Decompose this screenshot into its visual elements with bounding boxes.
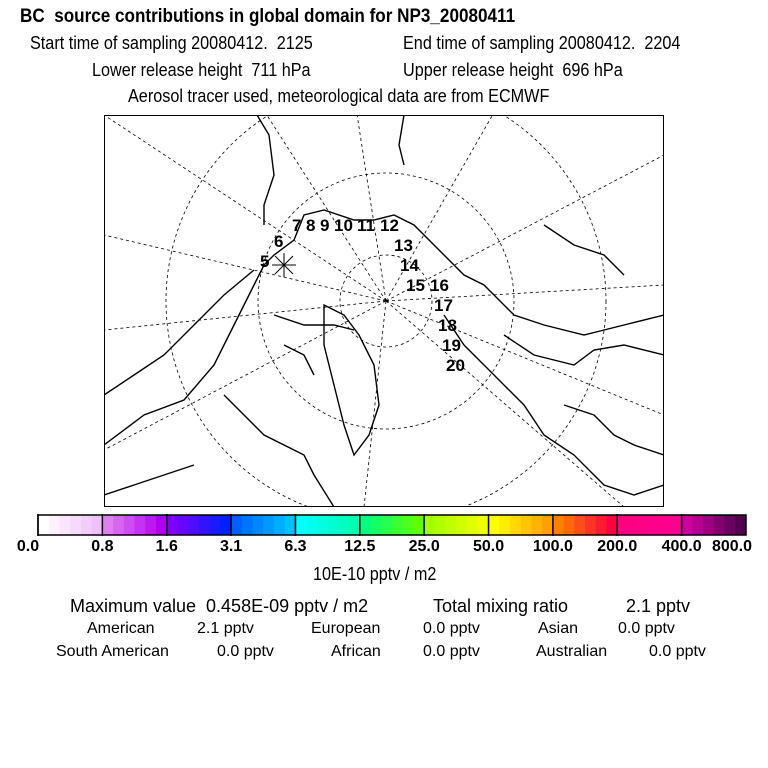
- colorbar-cell: [585, 515, 596, 535]
- region-value: 0.0 pptv: [423, 643, 480, 660]
- colorbar-cell: [102, 515, 113, 535]
- colorbar-tick-label: 800.0: [711, 538, 753, 555]
- trajectory-label: 6: [274, 232, 284, 251]
- region-value: 0.0 pptv: [618, 620, 675, 637]
- colorbar-cell: [424, 515, 435, 535]
- star-icon: [272, 253, 296, 277]
- colorbar-cell: [660, 515, 671, 535]
- colorbar-cell: [446, 515, 457, 535]
- region-label: European: [311, 620, 381, 637]
- trajectory-label: 17: [434, 296, 453, 315]
- colorbar-cell: [521, 515, 532, 535]
- colorbar-cell: [467, 515, 478, 535]
- colorbar-cell: [124, 515, 135, 535]
- upper-release-height: Upper release height 696 hPa: [403, 60, 623, 80]
- region-value: 2.1 pptv: [197, 620, 254, 637]
- trajectory-label: 19: [442, 336, 461, 355]
- colorbar-cell: [381, 515, 392, 535]
- region-value: 0.0 pptv: [217, 643, 274, 660]
- trajectory-label: 12: [380, 216, 399, 235]
- colorbar-cell: [682, 515, 693, 535]
- trajectory-label: 9: [320, 216, 330, 235]
- colorbar-cell: [167, 515, 178, 535]
- colorbar-cell: [639, 515, 650, 535]
- colorbar-cell: [156, 515, 167, 535]
- colorbar-cell: [489, 515, 500, 535]
- trajectory-label: 8: [306, 216, 316, 235]
- trajectory-label: 14: [400, 256, 419, 275]
- map-plot: [104, 115, 664, 507]
- colorbar-cell: [564, 515, 575, 535]
- colorbar-cell: [553, 515, 564, 535]
- colorbar-cell: [671, 515, 682, 535]
- max-value: Maximum value 0.458E-09 pptv / m2: [70, 596, 369, 616]
- colorbar-cell: [253, 515, 264, 535]
- colorbar-cell: [231, 515, 242, 535]
- colorbar-cell: [403, 515, 414, 535]
- colorbar-cell: [274, 515, 285, 535]
- colorbar-cell: [285, 515, 296, 535]
- region-label: American: [87, 620, 155, 637]
- colorbar-cell: [628, 515, 639, 535]
- colorbar-cell: [145, 515, 156, 535]
- trajectory-label: 15: [406, 276, 425, 295]
- colorbar-tick-label: 50.0: [472, 538, 505, 555]
- total-value: 2.1 pptv: [626, 596, 691, 616]
- colorbar-tick-label: 3.1: [219, 538, 243, 555]
- colorbar-tick-label: 400.0: [661, 538, 702, 555]
- colorbar-cell: [478, 515, 489, 535]
- region-label: Asian: [538, 620, 579, 637]
- colorbar-tick-label: 200.0: [597, 538, 638, 555]
- colorbar-cell: [607, 515, 618, 535]
- colorbar-cell: [263, 515, 274, 535]
- colorbar-cell: [199, 515, 210, 535]
- colorbar-cell: [210, 515, 221, 535]
- trajectory-label: 16: [430, 276, 449, 295]
- colorbar-cell: [703, 515, 714, 535]
- colorbar-cell: [371, 515, 382, 535]
- colorbar-cell: [59, 515, 70, 535]
- colorbar-cell: [177, 515, 188, 535]
- colorbar-tick-label: 12.5: [344, 538, 376, 555]
- total-label: Total mixing ratio: [433, 596, 569, 616]
- colorbar-cell: [49, 515, 60, 535]
- colorbar-cell: [435, 515, 446, 535]
- colorbar-tick-label: 6.3: [284, 538, 307, 555]
- start-time: Start time of sampling 20080412. 2125: [30, 33, 313, 53]
- colorbar-unit: 10E-10 pptv / m2: [313, 564, 437, 584]
- colorbar-tick-label: 1.6: [155, 538, 178, 555]
- region-label: Australian: [536, 643, 608, 660]
- colorbar-cell: [735, 515, 746, 535]
- colorbar-cell: [38, 515, 49, 535]
- colorbar-cell: [306, 515, 317, 535]
- colorbar-cell: [113, 515, 124, 535]
- colorbar-cell: [349, 515, 360, 535]
- colorbar-cell: [70, 515, 81, 535]
- trajectory-label: 7: [292, 216, 302, 235]
- lower-release-height: Lower release height 711 hPa: [92, 60, 311, 80]
- colorbar-cell: [542, 515, 553, 535]
- trajectory-label: 18: [438, 316, 457, 335]
- colorbar-tick-label: 0.0: [16, 538, 40, 555]
- trajectory-label: 13: [394, 236, 413, 255]
- colorbar: [37, 514, 747, 536]
- colorbar-cell: [328, 515, 339, 535]
- colorbar-cell: [92, 515, 103, 535]
- colorbar-tick-label: 0.8: [91, 538, 114, 555]
- colorbar-cell: [531, 515, 542, 535]
- colorbar-cell: [413, 515, 424, 535]
- region-value: 0.0 pptv: [423, 620, 480, 637]
- colorbar-cell: [499, 515, 510, 535]
- map-frame: [105, 116, 664, 507]
- colorbar-tick-label: 25.0: [408, 538, 440, 555]
- colorbar-cell: [714, 515, 725, 535]
- colorbar-cell: [188, 515, 199, 535]
- colorbar-cell: [725, 515, 736, 535]
- colorbar-cell: [338, 515, 349, 535]
- graticule: [104, 115, 664, 507]
- region-label: South American: [56, 643, 169, 660]
- colorbar-cell: [596, 515, 607, 535]
- trajectory-label: 5: [260, 252, 270, 271]
- colorbar-cell: [574, 515, 585, 535]
- colorbar-cell: [135, 515, 146, 535]
- colorbar-cell: [317, 515, 328, 535]
- colorbar-cell: [692, 515, 703, 535]
- coastlines: [104, 115, 664, 507]
- plot-title: BC source contributions in global domain for NP3_20080411: [20, 6, 516, 27]
- colorbar-cell: [81, 515, 92, 535]
- colorbar-cell: [392, 515, 403, 535]
- trajectory-label: 11: [357, 216, 375, 235]
- region-label: African: [331, 643, 381, 660]
- end-time: End time of sampling 20080412. 2204: [403, 33, 681, 53]
- colorbar-cell: [360, 515, 371, 535]
- trajectory-label: 10: [334, 216, 353, 235]
- tracer-note: Aerosol tracer used, meteorological data are from ECMWF: [128, 86, 550, 106]
- trajectory-label: 20: [446, 356, 465, 375]
- colorbar-cell: [456, 515, 467, 535]
- colorbar-cell: [242, 515, 253, 535]
- colorbar-cell: [649, 515, 660, 535]
- colorbar-tick-label: 100.0: [532, 538, 573, 555]
- region-value: 0.0 pptv: [649, 643, 706, 660]
- colorbar-cell: [220, 515, 231, 535]
- colorbar-cell: [617, 515, 628, 535]
- colorbar-cell: [295, 515, 306, 535]
- colorbar-cell: [510, 515, 521, 535]
